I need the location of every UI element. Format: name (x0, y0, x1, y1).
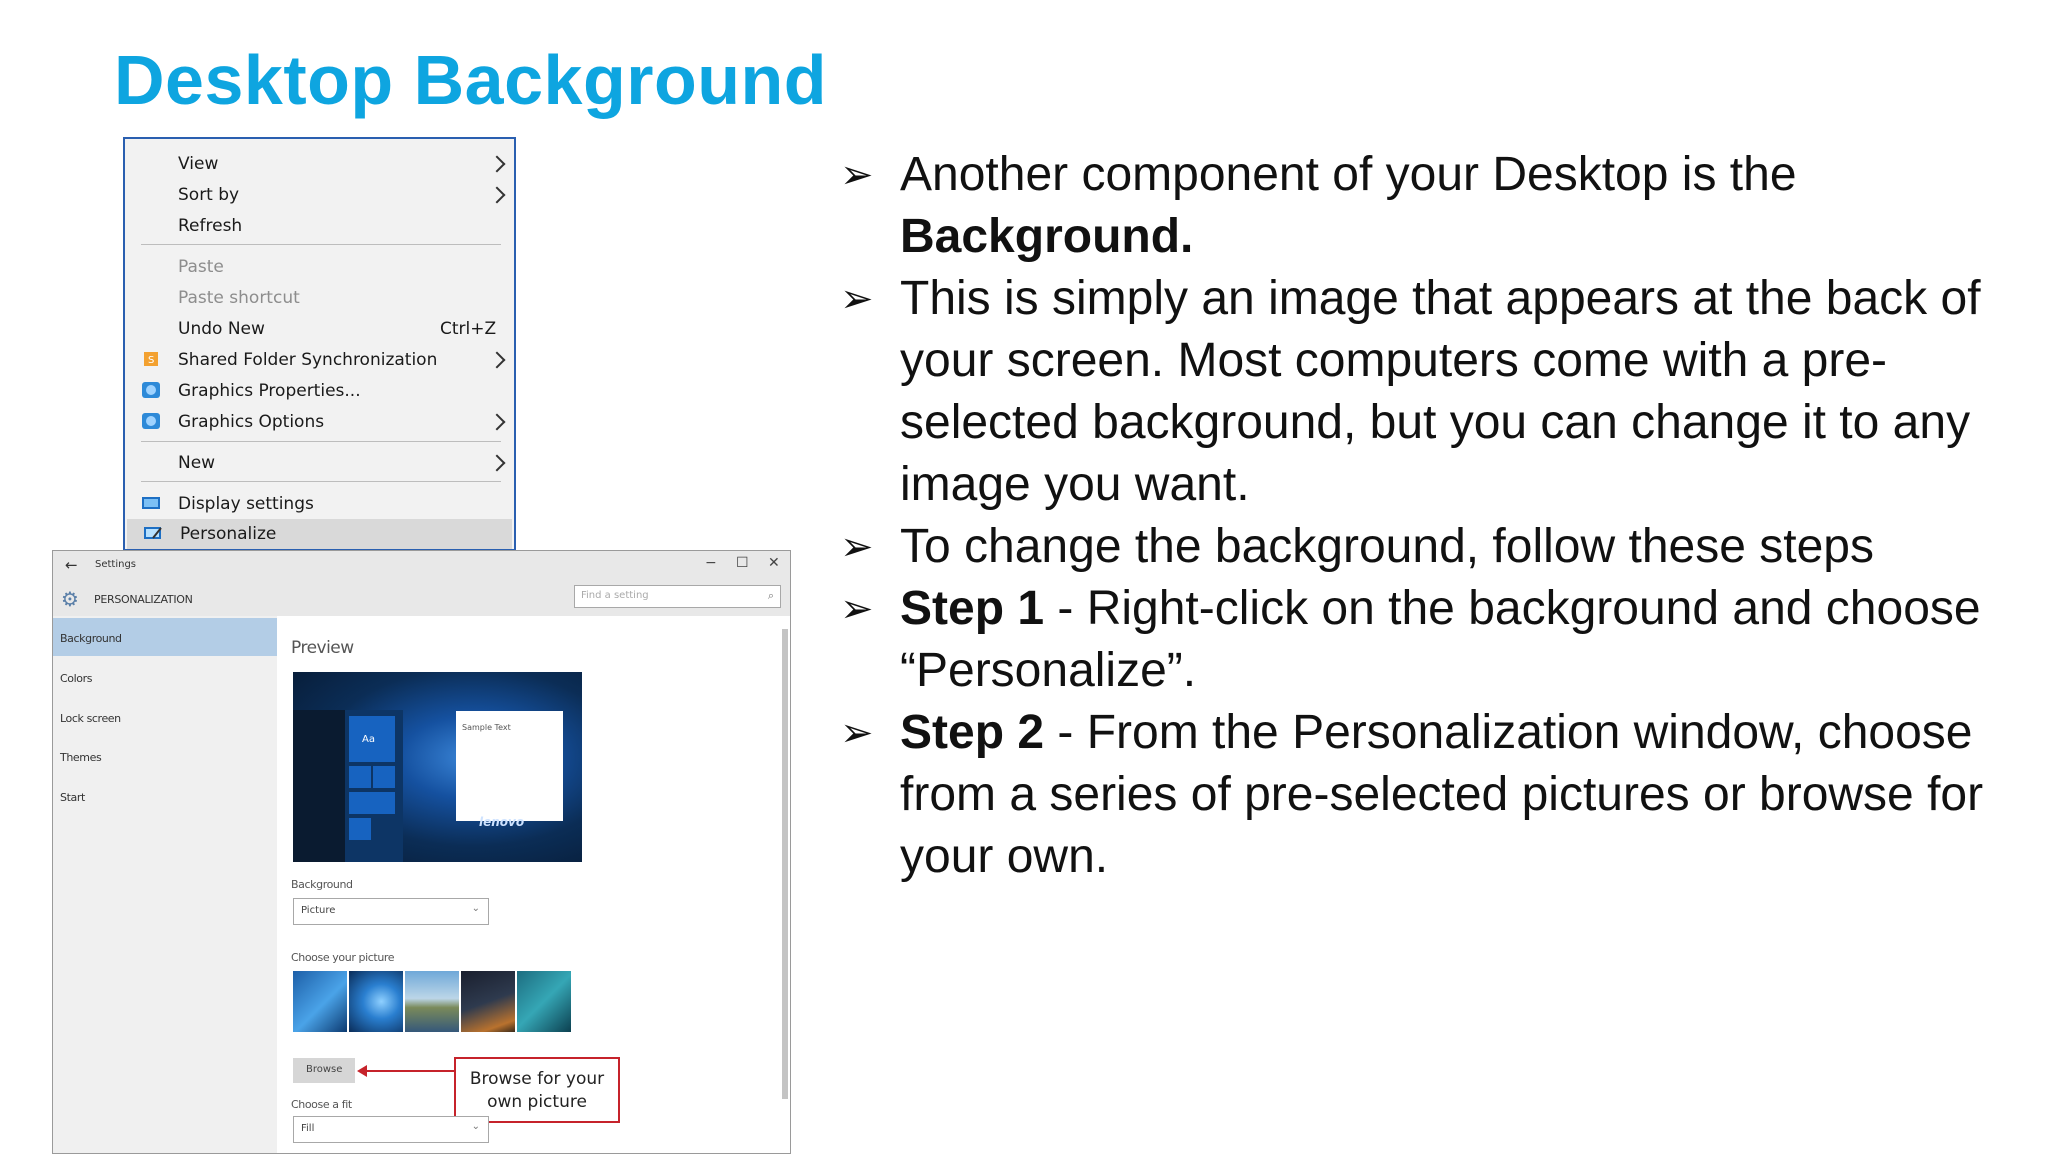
menu-item-undo-new[interactable]: Undo New Ctrl+Z (178, 319, 497, 339)
menu-item-graphics-options[interactable]: Graphics Options (125, 407, 514, 437)
arrow-bullet-icon: ➢ (840, 586, 874, 632)
menu-item-sort-by[interactable]: Sort by (125, 180, 514, 210)
menu-separator (141, 481, 501, 482)
sync-folder-icon (141, 350, 161, 368)
arrow-bullet-icon: ➢ (840, 710, 874, 756)
menu-item-paste: Paste (178, 257, 224, 277)
svg-text:S: S (148, 355, 155, 366)
bullet-item: ➢ This is simply an image that appears at the back of your screen. Most computers come with a pre-selected background, but you can change it to any image you want. (840, 268, 2040, 516)
chevron-right-icon (489, 455, 506, 472)
menu-item-graphics-properties[interactable]: Graphics Properties... (125, 376, 514, 406)
gear-icon: ⚙ (61, 587, 79, 611)
menu-item-paste-shortcut: Paste shortcut (178, 288, 300, 308)
bullet-item: ➢ To change the background, follow these steps (840, 516, 2040, 578)
arrow-bullet-icon: ➢ (840, 524, 874, 570)
graphics-icon (141, 381, 161, 399)
arrow-bullet-icon: ➢ (840, 152, 874, 198)
preview-tile-text: Aa (362, 734, 375, 745)
chevron-right-icon (489, 352, 506, 369)
search-input[interactable] (574, 585, 781, 608)
menu-item-shared-folder-sync[interactable]: S Shared Folder Synchronization (125, 345, 514, 375)
picture-thumbnail[interactable] (461, 971, 515, 1032)
browse-button[interactable]: Browse (293, 1058, 355, 1083)
picture-thumbnail[interactable] (517, 971, 571, 1032)
choose-fit-label: Choose a fit (291, 1098, 352, 1111)
bullet-item: ➢ Step 2 - From the Personalization window, choose from a series of pre-selected pictures or browse for your own. (840, 702, 2040, 888)
title-bar (53, 551, 790, 616)
background-dropdown[interactable]: Picture ⌄ (293, 898, 489, 925)
menu-item-refresh[interactable]: Refresh (178, 216, 243, 236)
choose-picture-label: Choose your picture (291, 951, 395, 964)
menu-separator (141, 244, 501, 245)
search-icon: ⌕ (767, 589, 774, 602)
close-icon[interactable]: ✕ (768, 555, 780, 571)
maximize-icon[interactable]: ☐ (736, 555, 749, 571)
bullet-list (840, 144, 2040, 888)
settings-sidebar (53, 616, 277, 1154)
menu-item-new[interactable]: New (125, 448, 514, 478)
graphics-icon (141, 412, 161, 430)
picture-thumbnail[interactable] (293, 971, 347, 1032)
fit-dropdown[interactable]: Fill ⌄ (293, 1116, 489, 1143)
picture-thumbnail[interactable] (349, 971, 403, 1032)
scrollbar[interactable] (782, 629, 788, 1099)
preview-brand: lenovo (479, 815, 525, 829)
sidebar-item-themes[interactable]: Themes (60, 751, 102, 764)
search-placeholder: Find a setting (581, 590, 649, 601)
menu-item-personalize[interactable]: Personalize (127, 519, 512, 549)
chevron-right-icon (489, 156, 506, 173)
picture-thumbnail[interactable] (405, 971, 459, 1032)
bullet-item: ➢ Step 1 - Right-click on the background and choose “Personalize”. (840, 578, 2040, 702)
menu-item-view[interactable]: View (125, 149, 514, 179)
sidebar-item-lock-screen[interactable]: Lock screen (60, 712, 121, 725)
window-app-title: Settings (95, 559, 137, 570)
menu-item-display-settings[interactable]: Display settings (125, 489, 514, 519)
menu-separator (141, 441, 501, 442)
settings-window (52, 550, 791, 1154)
slide-title: Desktop Background (114, 41, 827, 119)
page-title: PERSONALIZATION (94, 593, 193, 606)
preview-label: Preview (291, 638, 354, 658)
callout-box: Browse for your own picture (454, 1057, 620, 1123)
background-label: Background (291, 878, 353, 891)
arrow-bullet-icon: ➢ (840, 276, 874, 322)
desktop-context-menu (123, 137, 516, 551)
personalize-icon (143, 524, 163, 542)
minimize-icon[interactable]: − (705, 555, 717, 571)
desktop-preview (293, 672, 582, 862)
display-icon (141, 494, 161, 512)
preview-sample-window: Sample Text (456, 711, 563, 821)
bullet-item: ➢ Another component of your Desktop is the Background. (840, 144, 2040, 268)
settings-content (277, 616, 791, 1154)
chevron-right-icon (489, 187, 506, 204)
chevron-down-icon: ⌄ (471, 1121, 480, 1132)
sidebar-item-start[interactable]: Start (60, 791, 85, 804)
back-arrow-icon[interactable]: ← (65, 556, 78, 574)
sidebar-item-colors[interactable]: Colors (60, 672, 93, 685)
sidebar-item-background[interactable]: Background (53, 618, 277, 656)
chevron-down-icon: ⌄ (471, 903, 480, 914)
chevron-right-icon (489, 414, 506, 431)
